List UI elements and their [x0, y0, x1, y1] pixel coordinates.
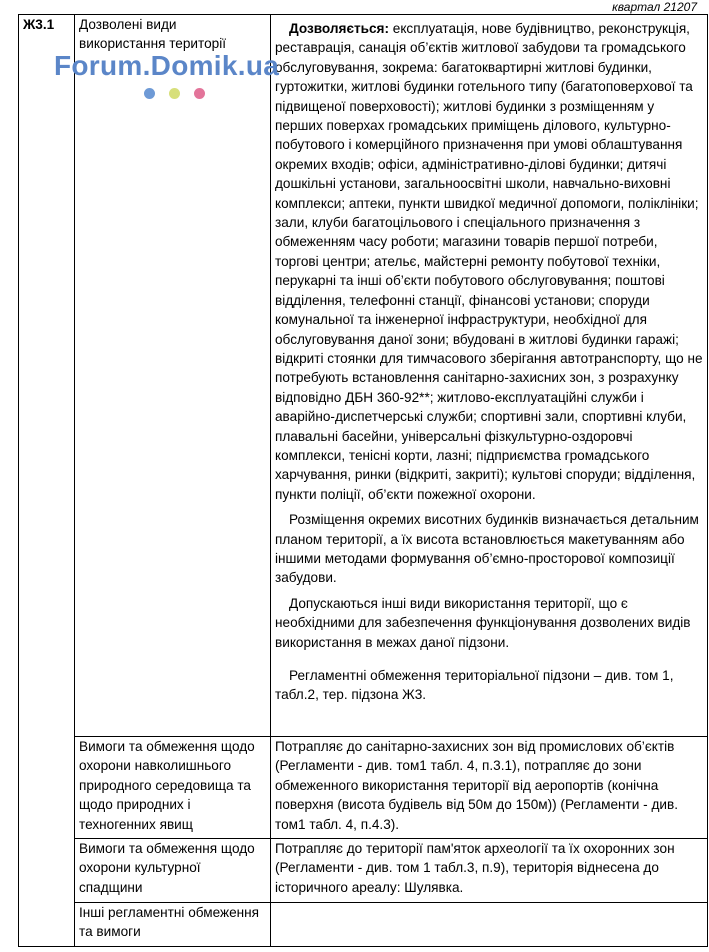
- table-row: [19, 737, 708, 839]
- other-uses-paragraph: Допускаються інші види використання території, що є необхідними для забезпечення функціонування дозволених видів використання в межах даної підзони.: [275, 595, 691, 650]
- row-label-permitted-uses: Дозволені види використання території: [75, 15, 271, 737]
- row-label-other-restrictions: Інші регламентні обмеження та вимоги: [75, 903, 271, 947]
- table-row: [19, 839, 708, 903]
- watermark-logo: Forum.Domik.ua: [54, 50, 280, 81]
- row-content-permitted-uses: [271, 15, 708, 737]
- permitted-lead: Дозволяється:: [289, 21, 389, 36]
- row-label-environment: Вимоги та обмеження щодо охорони навколишнього природного середовища та щодо природних і техногенних явищ: [75, 737, 271, 839]
- row-content-environment: Потрапляє до санітарно-захисних зон від промислових об’єктів (Регламенти - див. том1 табл. 4, п.3.1), потрапляє до зони обмеженного використання території від аеропортів (конічна поверхня (висота будівель від 50м до 150м)) (Регламенти - див. том1 табл. 4, п.4.3).: [271, 737, 708, 839]
- watermark-dots: [144, 88, 205, 99]
- table-row: [19, 15, 708, 737]
- table-row: [19, 903, 708, 947]
- high-rise-paragraph: Розміщення окремих висотних будинків визначається детальним планом території, а їх висота встановлюється макетуванням або іншими методами формування об’ємно-просторової композиції забудови.: [275, 512, 699, 586]
- row-label-heritage: Вимоги та обмеження щодо охорони культурної спадщини: [75, 839, 271, 903]
- permitted-text: експлуатація, нове будівництво, реконструкція, реставрація, санація об’єктів житлової забудови та громадського обслуговування, зокрема: багатоквартирні житлові будинки, гуртожитки, житлові будинки готельного типу (багатоповерхової та підвищеної поверховості); житлові будинки з розміщенням у перших поверхах громадських приміщень ділового, культурно-побутового і комерційного призначення при умові облаштування окремих входів; офіси, адміністративно-ділові будинки; дитячі дошкільні установи, загальноосвітні школи, навчально-виховні комплекси; аптеки, пункти швидкої медичної допомоги, поліклініки; зали, клуби багатоцільового і спеціального призначення з обмеженням часу роботи; магазини товарів першої потреби, торгові центри; ательє, майстерні ремонту побутової техніки, перукарні та інші об’єкти побутового обслуговування; поштові відділення, телефонні станції, фінансові установи; споруди комунальної та інженерної інфраструктури, необхідної для обслуговування даної зони; вбудовані в житлові будинки гаражі; відкриті стоянки для тимчасового зберігання автотранспорту, що не потребують встановлення санітарно-захисних зон, з розрахунку відповідно ДБН 360-92**; житлово-експлуатаційні служби і аварійно-диспетчерські служби; спортивні зали, спортивні клуби, плавальні басейни, універсальні фізкультурно-оздоровчі комплекси, тенісні корти, лазні; підприємства громадського харчування, ринки (відкриті, закриті); культові споруди; відділення, пункти поліції, об’єкти пожежної охорони.: [275, 21, 703, 502]
- watermark-dot-yellow: [169, 88, 180, 99]
- row-content-heritage: Потрапляє до території пам'яток археології та їх охоронних зон (Регламенти - див. том 1 табл.3, п.9), територія віднесена до історичного ареалу: Шулявка.: [271, 839, 708, 903]
- subzone-restrictions-paragraph: Регламентні обмеження територіальної підзони – див. том 1, табл.2, тер. підзона Ж3.: [275, 668, 674, 703]
- watermark-dot-blue: [144, 88, 155, 99]
- quarter-note: квартал 21207: [612, 0, 697, 14]
- permitted-uses-paragraph: [275, 19, 703, 504]
- zone-code: Ж3.1: [19, 15, 75, 947]
- regulations-table: [18, 14, 708, 947]
- watermark-dot-pink: [194, 88, 205, 99]
- row-content-other-restrictions: [271, 903, 708, 947]
